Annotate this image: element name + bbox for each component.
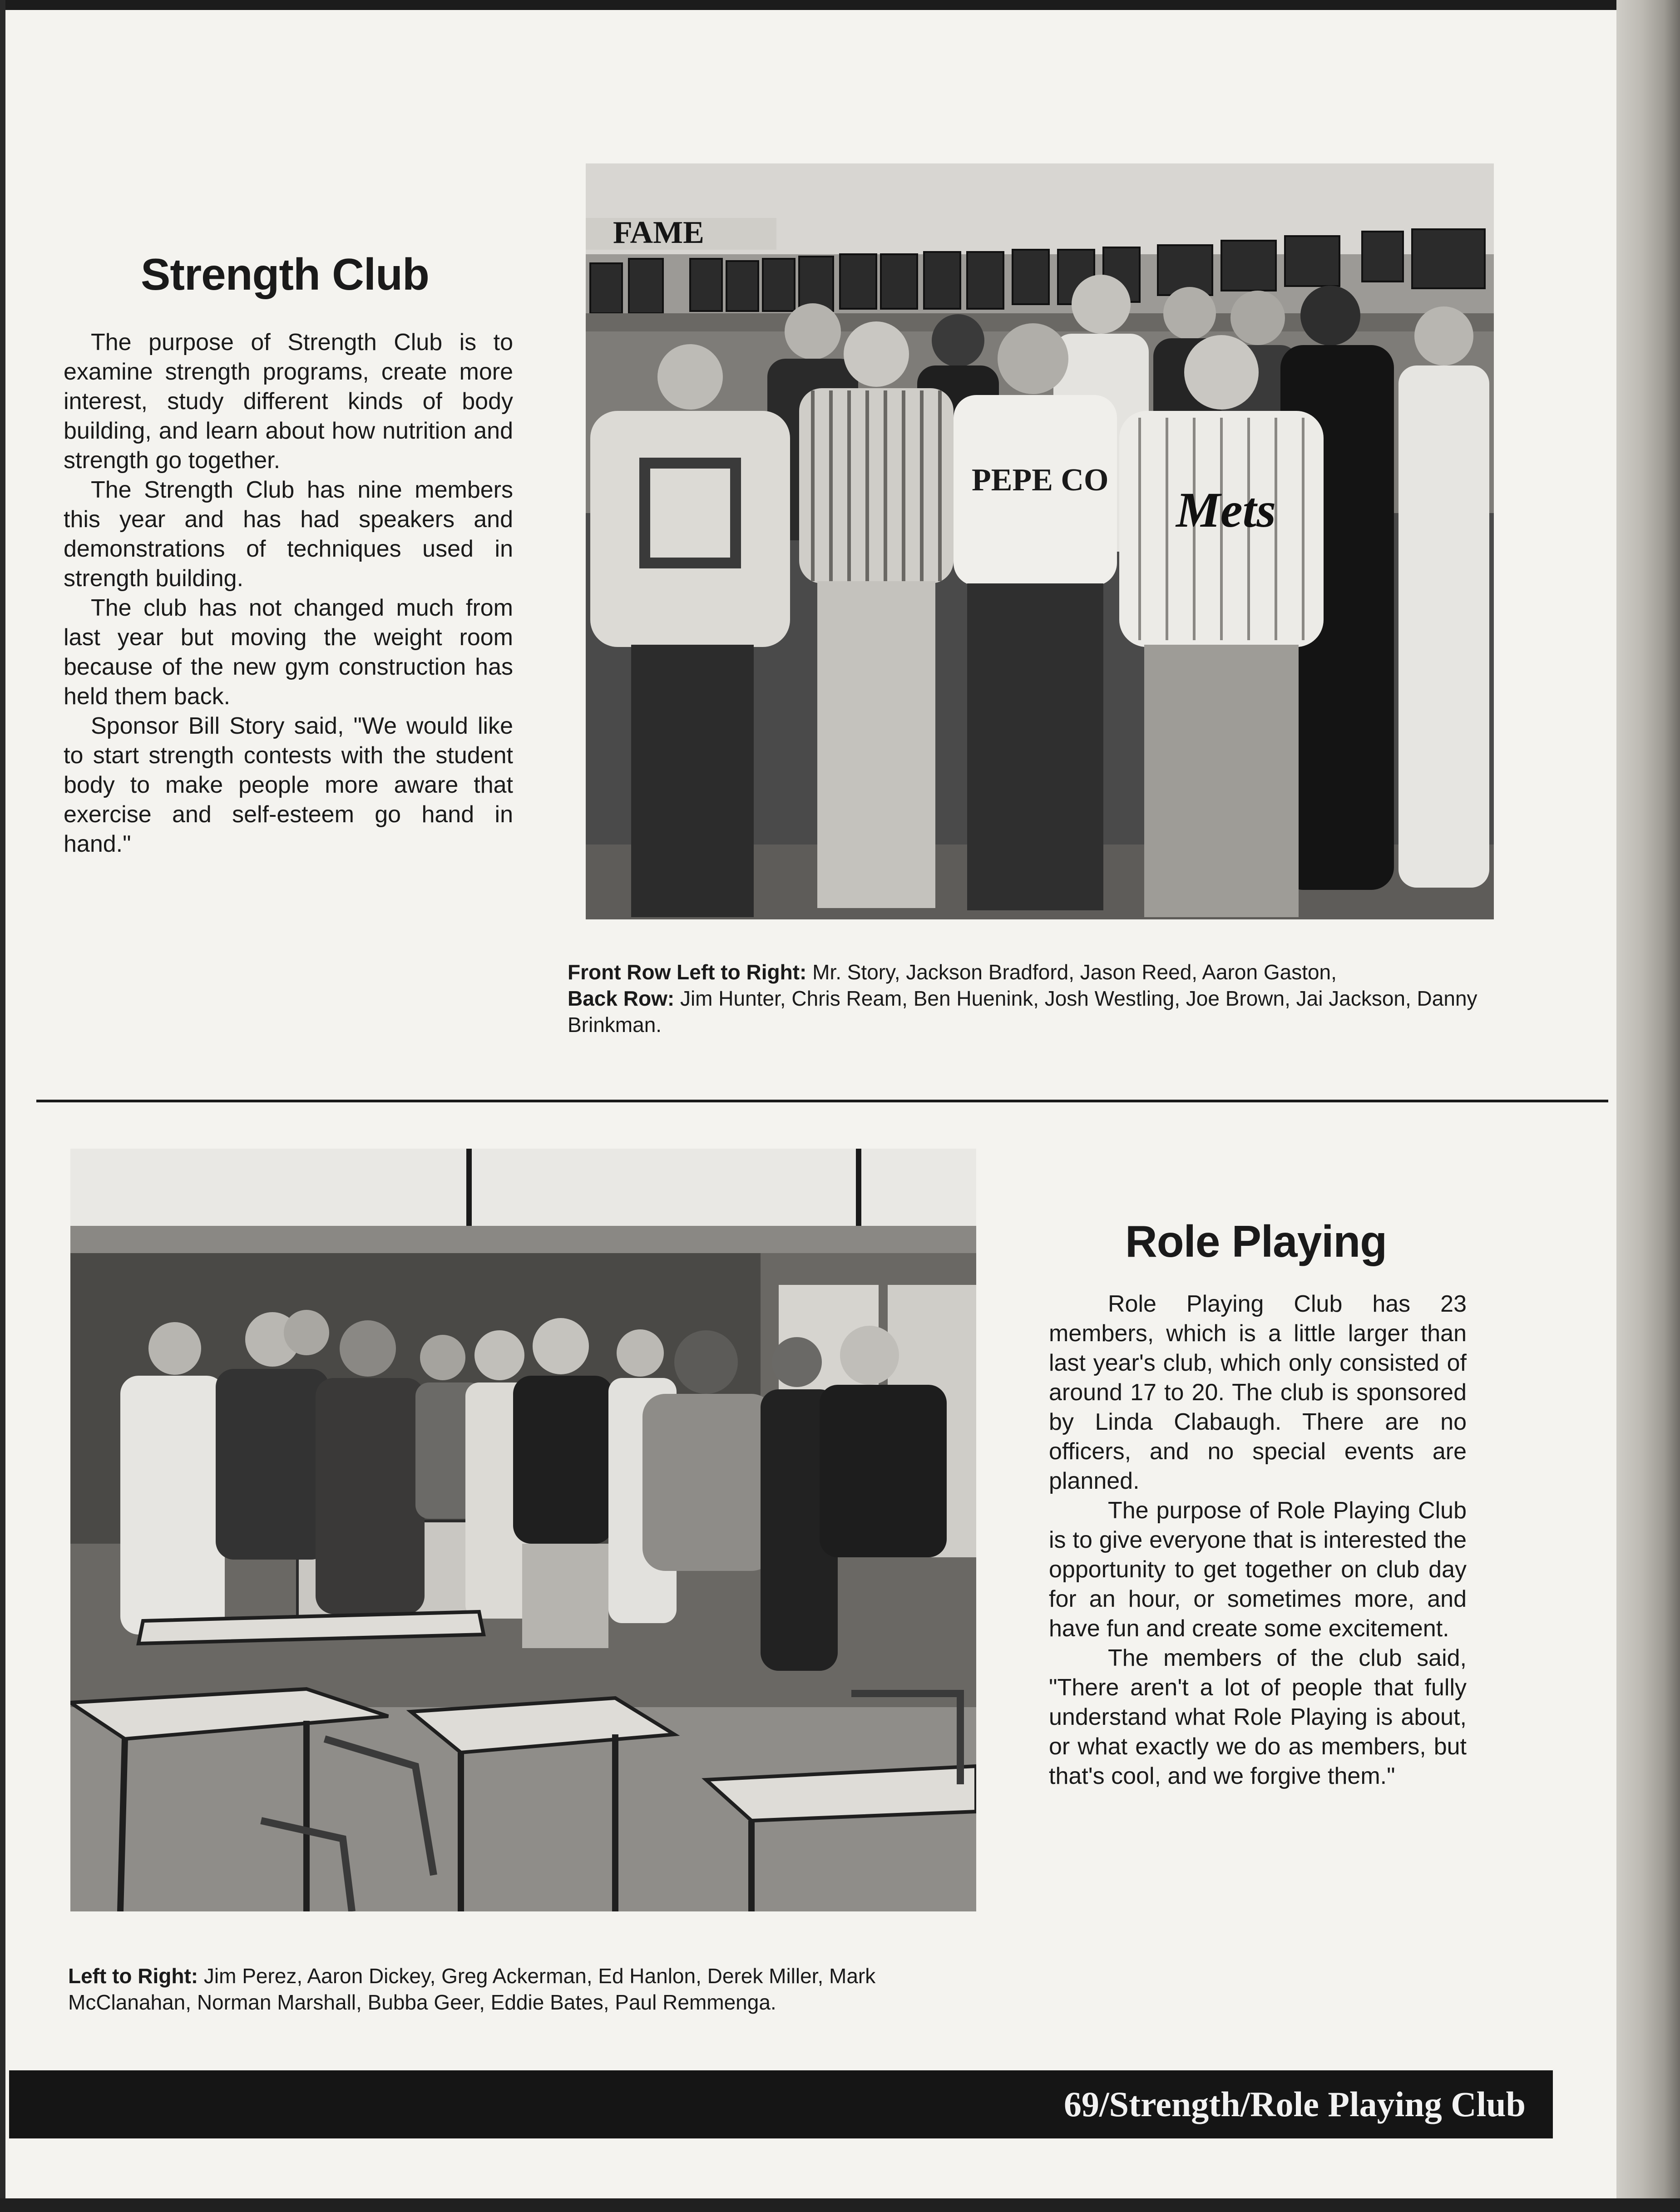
role-playing-paragraph-3: The members of the club said, "There aren't a lot of people that fully understand what Role Playing is about, or what exactly we do as members, but that's cool, and we forgive them." [1049,1645,1467,1789]
page-edge-bottom [0,2198,1680,2212]
caption-front-row-names: Mr. Story, Jackson Bradford, Jason Reed, Aaron Gaston, [812,960,1337,984]
caption-back-row-names: Jim Hunter, Chris Ream, Ben Huenink, Josh Westling, Joe Brown, Jai Jackson, Danny Brinkman. [568,987,1477,1037]
role-playing-paragraph-2: The purpose of Role Playing Club is to give everyone that is interested the opportunity to get together on club day for an hour, or sometimes more, and have fun and create some excitement. [1049,1497,1467,1642]
strength-club-paragraph-3: The club has not changed much from last year but moving the weight room because of the new gym construction has held them back. [64,595,513,710]
strength-club-article [64,328,513,859]
caption-front-row-label: Front Row Left to Right: [568,960,807,984]
photo-banner-text: FAME [613,215,704,250]
page-edge-top [0,0,1680,10]
strength-club-caption [568,959,1498,1038]
section-divider [36,1100,1608,1102]
caption-role-playing-names: Jim Perez, Aaron Dickey, Greg Ackerman, Ed Hanlon, Derek Miller, Mark McClanahan, Norman Marshall, Bubba Geer, Eddie Bates, Paul Remmenga. [68,1964,876,2014]
role-playing-article [1049,1289,1467,1791]
role-playing-group-photo [70,1149,976,1911]
strength-club-paragraph-1: The purpose of Strength Club is to examine strength programs, create more interest, study different kinds of body building, and learn about how nutrition and strength go together. [64,329,513,474]
photo-shirt-text-mets: Mets [1176,482,1276,538]
strength-club-paragraph-4: Sponsor Bill Story said, "We would like to start strength contests with the student body to make people more aware that exercise and self-esteem go hand in hand." [64,713,513,857]
caption-left-to-right-label: Left to Right: [68,1964,198,1988]
role-playing-caption [68,1963,999,2015]
page-edge-left [0,0,5,2212]
role-playing-title: Role Playing [1125,1216,1387,1266]
page-binding-edge [1616,0,1680,2212]
role-playing-photo-art [70,1149,976,1911]
page-number-footer: 69/Strength/Role Playing Club [1063,2084,1526,2124]
strength-club-photo-art [586,163,1494,919]
footer-bar [9,2070,1553,2138]
strength-club-title: Strength Club [141,249,429,299]
caption-back-row-label: Back Row: [568,987,675,1010]
role-playing-paragraph-1: Role Playing Club has 23 members, which is a little larger than last year's club, which only consisted of around 17 to 20. The club is sponsored by Linda Clabaugh. There are no officers, and no special events are planned. [1049,1291,1467,1494]
photo-shirt-text-pepeco: PEPE CO [972,463,1109,498]
strength-club-paragraph-2: The Strength Club has nine members this year and has had speakers and demonstrations of techniques used in strength building. [64,477,513,592]
strength-club-group-photo [586,163,1494,919]
